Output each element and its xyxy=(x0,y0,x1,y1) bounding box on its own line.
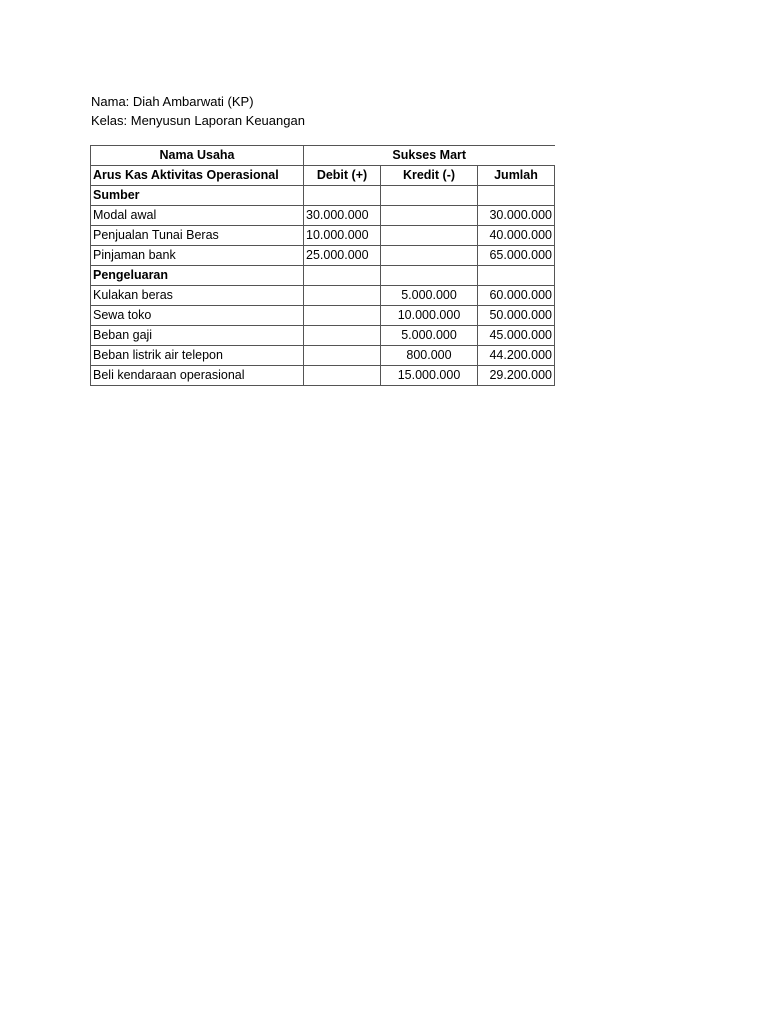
row-kredit xyxy=(381,246,478,266)
row-label: Pinjaman bank xyxy=(91,246,304,266)
empty-cell xyxy=(304,266,381,286)
row-debit: 10.000.000 xyxy=(304,226,381,246)
section-row-sumber xyxy=(91,186,555,206)
column-header-jumlah: Jumlah xyxy=(478,166,555,186)
business-name-row xyxy=(91,146,555,166)
row-kredit xyxy=(381,206,478,226)
row-label: Kulakan beras xyxy=(91,286,304,306)
empty-cell xyxy=(381,186,478,206)
empty-cell xyxy=(304,186,381,206)
row-kredit: 5.000.000 xyxy=(381,286,478,306)
row-jumlah: 45.000.000 xyxy=(478,326,555,346)
table-row xyxy=(91,306,555,326)
business-name-label: Nama Usaha xyxy=(91,146,304,166)
row-kredit: 15.000.000 xyxy=(381,366,478,386)
column-header-debit: Debit (+) xyxy=(304,166,381,186)
row-label: Modal awal xyxy=(91,206,304,226)
table-row xyxy=(91,366,555,386)
table-row xyxy=(91,246,555,266)
row-jumlah: 30.000.000 xyxy=(478,206,555,226)
table-row xyxy=(91,226,555,246)
row-jumlah: 44.200.000 xyxy=(478,346,555,366)
row-label: Beban gaji xyxy=(91,326,304,346)
cash-flow-table xyxy=(90,145,555,386)
empty-cell xyxy=(478,266,555,286)
table-row xyxy=(91,346,555,366)
row-debit xyxy=(304,306,381,326)
row-jumlah: 65.000.000 xyxy=(478,246,555,266)
table-row xyxy=(91,206,555,226)
row-label: Penjualan Tunai Beras xyxy=(91,226,304,246)
column-header-row xyxy=(91,166,555,186)
row-kredit: 10.000.000 xyxy=(381,306,478,326)
row-label: Beli kendaraan operasional xyxy=(91,366,304,386)
row-debit: 25.000.000 xyxy=(304,246,381,266)
business-name-value: Sukses Mart xyxy=(304,146,555,166)
table-row xyxy=(91,286,555,306)
row-debit xyxy=(304,346,381,366)
column-header-kredit: Kredit (-) xyxy=(381,166,478,186)
row-kredit xyxy=(381,226,478,246)
row-jumlah: 29.200.000 xyxy=(478,366,555,386)
column-header-label: Arus Kas Aktivitas Operasional xyxy=(91,166,304,186)
row-jumlah: 50.000.000 xyxy=(478,306,555,326)
row-debit xyxy=(304,366,381,386)
row-kredit: 800.000 xyxy=(381,346,478,366)
class-name: Kelas: Menyusun Laporan Keuangan xyxy=(91,113,305,128)
row-jumlah: 60.000.000 xyxy=(478,286,555,306)
row-kredit: 5.000.000 xyxy=(381,326,478,346)
row-debit xyxy=(304,326,381,346)
table-row xyxy=(91,326,555,346)
student-name: Nama: Diah Ambarwati (KP) xyxy=(91,94,254,109)
row-debit: 30.000.000 xyxy=(304,206,381,226)
row-jumlah: 40.000.000 xyxy=(478,226,555,246)
row-label: Sewa toko xyxy=(91,306,304,326)
section-label-pengeluaran: Pengeluaran xyxy=(91,266,304,286)
section-label-sumber: Sumber xyxy=(91,186,304,206)
section-row-pengeluaran xyxy=(91,266,555,286)
empty-cell xyxy=(478,186,555,206)
row-label: Beban listrik air telepon xyxy=(91,346,304,366)
empty-cell xyxy=(381,266,478,286)
row-debit xyxy=(304,286,381,306)
